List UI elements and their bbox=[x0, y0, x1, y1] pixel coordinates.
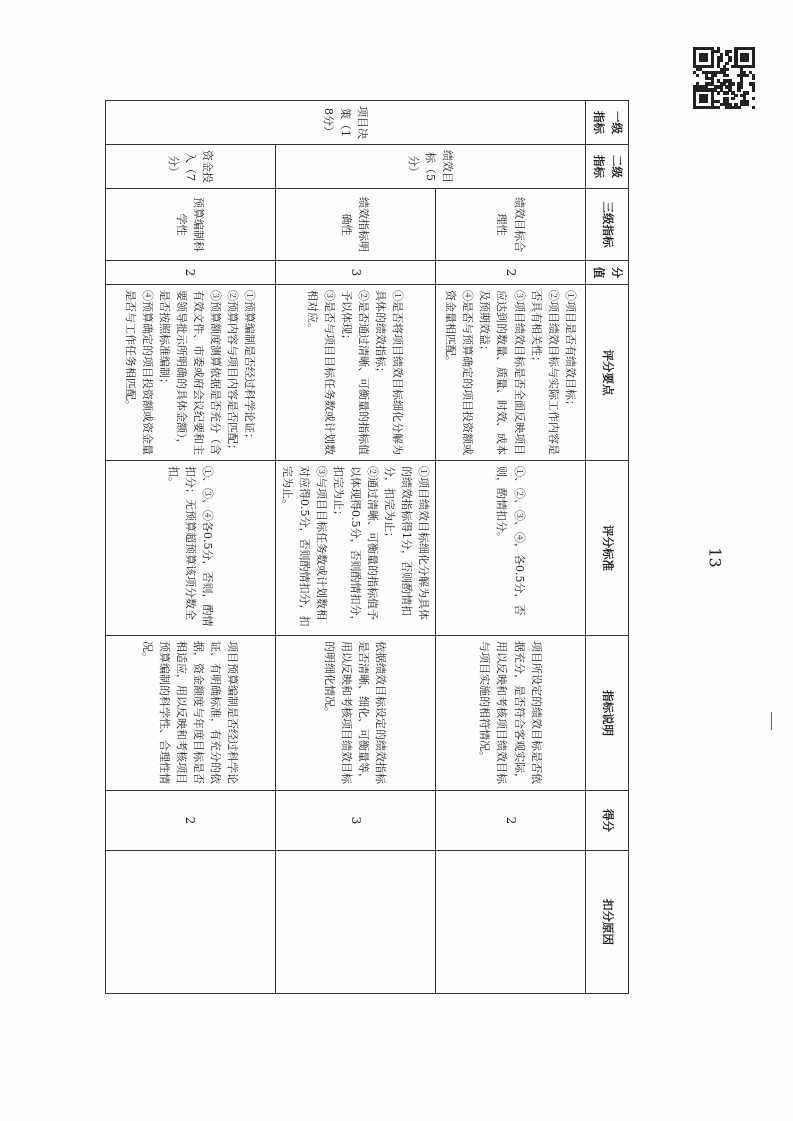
qr-module bbox=[728, 50, 731, 53]
qr-module bbox=[752, 77, 755, 80]
qr-module bbox=[752, 97, 755, 100]
qr-module bbox=[696, 74, 699, 77]
qr-module bbox=[746, 74, 749, 77]
header-row bbox=[586, 101, 629, 994]
qr-module bbox=[705, 59, 708, 62]
qr-module bbox=[725, 74, 728, 77]
qr-module bbox=[746, 91, 749, 94]
score-cell: 3 bbox=[275, 791, 435, 851]
header-key-points: 评分要点 bbox=[586, 285, 629, 461]
level2-cell: 绩效目标（5分） bbox=[275, 145, 585, 189]
qr-code-icon bbox=[693, 47, 755, 109]
qr-module bbox=[740, 85, 743, 88]
qr-module bbox=[725, 62, 728, 65]
score-cell: 2 bbox=[436, 791, 586, 851]
page-number: 13 bbox=[705, 547, 725, 568]
description-cell: 项目所设定的绩效目标是否依据充分，是否符合客观实际，用以反映和考核项目绩效目标与项目实施的相符情况。 bbox=[436, 636, 586, 791]
qr-module bbox=[737, 106, 740, 109]
evaluation-table bbox=[105, 100, 629, 994]
table-wrapper bbox=[114, 100, 629, 993]
level2-cell: 资金投入（7分） bbox=[105, 145, 275, 189]
header-deduction: 扣分原因 bbox=[586, 851, 629, 994]
level3-cell: 预算编制科学性 bbox=[105, 189, 275, 261]
header-description: 指标说明 bbox=[586, 636, 629, 791]
qr-module bbox=[705, 100, 708, 103]
qr-module bbox=[728, 59, 731, 62]
qr-module bbox=[714, 74, 717, 77]
header-level3: 三级指标 bbox=[586, 189, 629, 261]
criteria-cell: ①项目绩效目标细化分解为具体的绩效指标得1分，否则酌情扣分，扣完为止； ②通过清晰、可衡量的指标值予以体现得0.5分，否则酌情扣分，扣完为止； ③与项目目标任务数或计划数相对应得0.5分，否则酌情扣分，扣完为止。 bbox=[275, 461, 435, 636]
table-row bbox=[275, 101, 435, 994]
description-cell: 项目预算编制是否经过科学论证、有明确标准，有充分的依据，资金额度与年度目标是否相适应，用以反映和考核项目预算编制的科学性、合理性情况。 bbox=[105, 636, 275, 791]
qr-module bbox=[717, 91, 720, 94]
description-cell: 依据绩效目标设定的绩效指标是否清晰、细化、可衡量等，用以反映和考核项目绩效目标的明细化情况。 bbox=[275, 636, 435, 791]
key-points-cell: ①是否将项目绩效目标细化分解为具体的绩效指标； ②是否通过清晰、可衡量的指标值予以体现； ③是否与项目目标任务数或计划数相对应。 bbox=[275, 285, 435, 461]
deduction-cell bbox=[275, 851, 435, 994]
qr-module bbox=[717, 106, 720, 109]
deduction-cell bbox=[105, 851, 275, 994]
rotated-table-container bbox=[114, 100, 629, 993]
qr-module bbox=[746, 103, 749, 106]
points-cell: 3 bbox=[275, 261, 435, 285]
header-level1: 一级指标 bbox=[586, 101, 629, 145]
level3-cell: 绩效指标明确性 bbox=[275, 189, 435, 261]
qr-module bbox=[731, 82, 734, 85]
qr-module bbox=[752, 65, 755, 68]
criteria-cell: ①、③、④各0.5分，否则，酌情扣分；无预算超预算该项分数全扣。 bbox=[105, 461, 275, 636]
level1-cell: 项目决策（18分） bbox=[105, 101, 585, 145]
points-cell: 2 bbox=[436, 261, 586, 285]
header-score: 得分 bbox=[586, 791, 629, 851]
key-points-cell: ①项目是否有绩效目标； ②项目绩效目标与实际工作内容是否具有相关性； ③项目绩效目标是否全面反映项目应达到的数量、质量、时效、成本及预期效益； ④是否与预算确定的项目投资额或资金量相匹配。 bbox=[436, 285, 586, 461]
deduction-cell bbox=[436, 851, 586, 994]
header-criteria: 评分标准 bbox=[586, 461, 629, 636]
level3-cell: 绩效目标合理性 bbox=[436, 189, 586, 261]
qr-module bbox=[720, 59, 723, 62]
qr-module bbox=[752, 88, 755, 91]
qr-module bbox=[731, 97, 734, 100]
qr-module bbox=[737, 88, 740, 91]
qr-module bbox=[725, 91, 728, 94]
score-cell: 2 bbox=[105, 791, 275, 851]
qr-module bbox=[752, 106, 755, 109]
table-row bbox=[105, 101, 275, 994]
table-row bbox=[436, 101, 586, 994]
header-level2: 二级指标 bbox=[586, 145, 629, 189]
qr-module bbox=[734, 94, 737, 97]
qr-module bbox=[725, 68, 728, 71]
qr-module bbox=[746, 59, 749, 62]
margin-mark bbox=[771, 712, 772, 730]
criteria-cell: ①、②、③、④，各0.5分，否则，酌情扣分。 bbox=[436, 461, 586, 636]
qr-module bbox=[711, 65, 714, 68]
points-cell: 2 bbox=[105, 261, 275, 285]
header-points: 分值 bbox=[586, 261, 629, 285]
key-points-cell: ①预算编制是否经过科学论证； ②预算内容与项目内容是否匹配； ③预算额度测算依据是否充分（含有效文件、市委或府会议纪要和主要领导批示所明确的具体金额），是否按照标准编制； ④预算确定的项目投资额或资金量是否与工作任务相匹配。 bbox=[105, 285, 275, 461]
